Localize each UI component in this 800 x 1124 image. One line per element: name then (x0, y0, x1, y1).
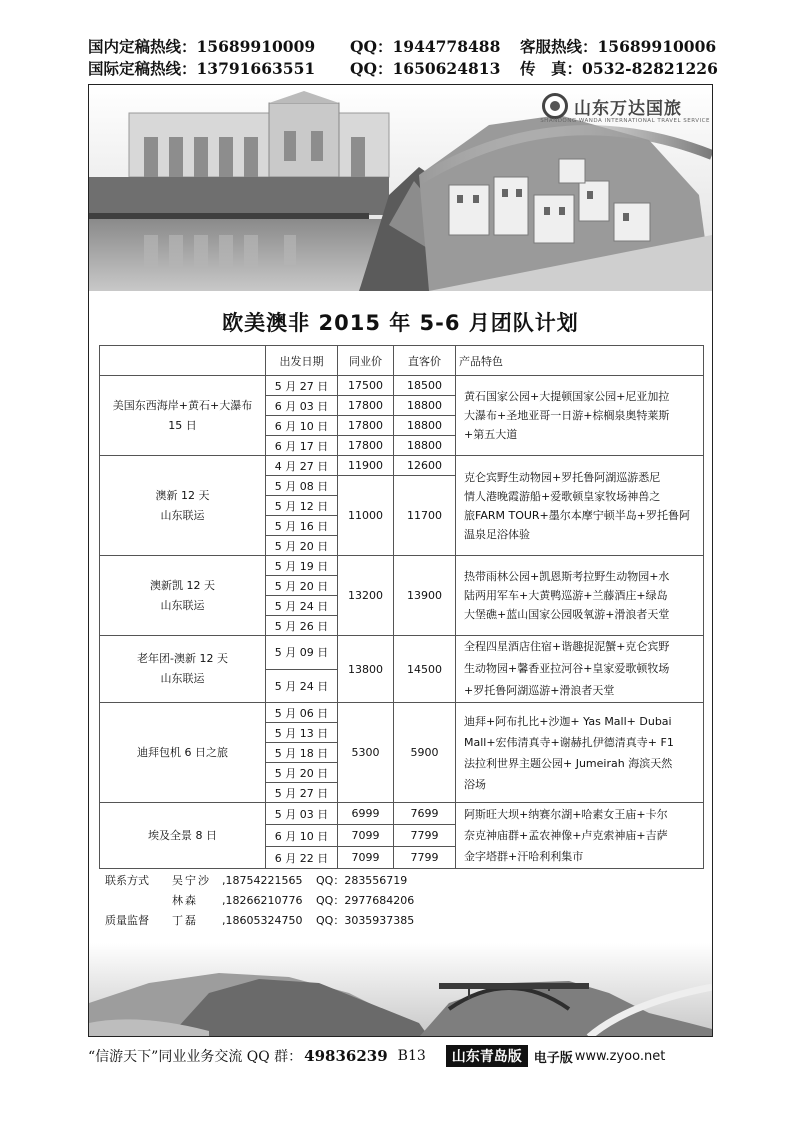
feature-line: 大堡礁+蓝山国家公园吸氧游+滑浪者天堂 (464, 608, 670, 621)
footer-slogan: “信游天下”同业业务交流 QQ 群： (88, 1049, 303, 1065)
route-name (100, 376, 266, 456)
table-header-row (100, 346, 704, 376)
feature-line: 奈克神庙群+孟农神像+卢克索神庙+吉萨 (464, 829, 668, 842)
departure-date: 4 月 27 日 (266, 456, 338, 476)
ebook-label: 电子版 (533, 1050, 573, 1066)
route-line: 15 日 (168, 418, 197, 432)
route-line: 美国东西海岸+黄石+大瀑布 (112, 398, 253, 412)
contact-label: 联系方式 (105, 874, 149, 887)
retail-price: 11700 (394, 476, 456, 556)
feature-line: 温泉足浴体验 (464, 527, 530, 541)
route-line: 澳新 12 天 (155, 488, 210, 502)
departure-date: 5 月 06 日 (266, 703, 338, 723)
route-line: 老年团-澳新 12 天 (137, 652, 228, 665)
product-features (456, 376, 704, 456)
route-line: 澳新凯 12 天 (150, 578, 215, 592)
trade-price: 11000 (338, 476, 394, 556)
retail-price: 7699 (394, 803, 456, 825)
footer-qq-group: 49836239 (304, 1047, 388, 1065)
departure-date: 5 月 08 日 (266, 476, 338, 496)
trade-price: 6999 (338, 803, 394, 825)
product-features (456, 803, 704, 869)
trade-price: 17800 (338, 416, 394, 436)
feature-line: Mall+宏伟清真寺+谢赫扎伊德清真寺+ F1 (464, 735, 674, 749)
table-row (100, 456, 704, 476)
hotline-row-international (88, 58, 728, 80)
route-name (100, 803, 266, 869)
page-title: 欧美澳非 2015 年 5-6 月团队计划 (222, 311, 579, 335)
contact-qq: QQ：283556719 (316, 874, 408, 887)
page-number: B13 (397, 1048, 426, 1064)
table-row (100, 636, 704, 670)
departure-date: 5 月 18 日 (266, 743, 338, 763)
table-row (100, 703, 704, 723)
product-features (456, 636, 704, 703)
retail-price: 18800 (394, 416, 456, 436)
contact-qq: QQ：2977684206 (316, 894, 415, 907)
contact-name: 林森 (172, 894, 198, 907)
contact-label (105, 891, 172, 911)
route-name (100, 703, 266, 803)
trade-price: 13800 (338, 636, 394, 703)
departure-date: 6 月 22 日 (266, 847, 338, 869)
retail-price: 18800 (394, 436, 456, 456)
retail-price: 7799 (394, 825, 456, 847)
fax-number: 传 真：0532-82821226 (520, 59, 718, 78)
contact-row (105, 891, 432, 911)
trade-price: 5300 (338, 703, 394, 803)
trade-price: 11900 (338, 456, 394, 476)
departure-date: 6 月 17 日 (266, 436, 338, 456)
hotline-block (88, 36, 728, 80)
feature-line: 金字塔群+汗哈利利集市 (464, 850, 584, 863)
departure-date: 5 月 19 日 (266, 556, 338, 576)
route-line: 埃及全景 8 日 (148, 828, 217, 842)
departure-date: 5 月 12 日 (266, 496, 338, 516)
content-frame (88, 84, 713, 1037)
departure-date: 5 月 26 日 (266, 616, 338, 636)
route-line: 迪拜包机 6 日之旅 (137, 745, 228, 759)
departure-date: 5 月 09 日 (266, 636, 338, 670)
departure-date: 5 月 20 日 (266, 763, 338, 783)
feature-line: 热带雨林公园+凯恩斯考拉野生动物园+水 (464, 570, 670, 583)
header-route (100, 346, 266, 376)
website-url[interactable]: www.zyoo.net (574, 1048, 666, 1064)
departure-date: 6 月 10 日 (266, 416, 338, 436)
trade-price: 13200 (338, 556, 394, 636)
retail-price: 13900 (394, 556, 456, 636)
international-qq: QQ：1650624813 (350, 59, 501, 78)
feature-line: 迪拜+阿布扎比+沙迦+ Yas Mall+ Dubai (464, 714, 672, 728)
feature-line: +罗托鲁阿湖巡游+滑浪者天堂 (464, 684, 615, 697)
trade-price: 7099 (338, 825, 394, 847)
departure-date: 5 月 03 日 (266, 803, 338, 825)
contact-phone: ,18605324750 (222, 914, 303, 927)
contact-label: 质量监督 (105, 914, 149, 927)
banner-image (89, 85, 712, 291)
edition-badge: 山东青岛版 (446, 1045, 528, 1067)
feature-line: 阿斯旺大坝+纳赛尔湖+哈素女王庙+卡尔 (464, 808, 668, 821)
feature-line: 旅FARM TOUR+墨尔本摩宁顿半岛+罗托鲁阿 (464, 508, 690, 522)
departure-date: 5 月 24 日 (266, 596, 338, 616)
brand-logo-icon (542, 93, 568, 119)
contact-info (105, 871, 432, 931)
trade-price: 17500 (338, 376, 394, 396)
route-name (100, 636, 266, 703)
international-hotline: 国际定稿热线：13791663551 (88, 59, 316, 78)
service-hotline: 客服热线：15689910006 (520, 37, 717, 56)
feature-line: 黄石国家公园+大提顿国家公园+尼亚加拉 (464, 390, 670, 403)
brand-name: 山东万达国旅 (574, 98, 682, 119)
trade-price: 17800 (338, 396, 394, 416)
departure-date: 5 月 16 日 (266, 516, 338, 536)
brand-subtitle: SHANDONG WANDA INTERNATIONAL TRAVEL SERVICE (540, 118, 710, 124)
feature-line: 克仑宾野生动物园+罗托鲁阿湖巡游悉尼 (464, 470, 661, 484)
retail-price: 5900 (394, 703, 456, 803)
departure-date: 5 月 13 日 (266, 723, 338, 743)
coast-bridge-illustration (89, 943, 712, 1037)
contact-name: 丁磊 (172, 914, 198, 927)
header-retail-price: 直客价 (394, 346, 456, 376)
contact-phone: ,18266210776 (222, 894, 303, 907)
feature-line: 全程四星酒店住宿+谐趣捉泥蟹+克仑宾野 (464, 640, 670, 653)
tour-plan-table (99, 345, 704, 869)
domestic-qq: QQ：1944778488 (350, 37, 501, 56)
departure-date: 5 月 24 日 (266, 669, 338, 703)
domestic-hotline: 国内定稿热线：15689910009 (88, 37, 316, 56)
departure-date: 5 月 27 日 (266, 376, 338, 396)
bottom-banner-image (89, 943, 712, 1037)
product-features (456, 703, 704, 803)
contact-name: 吴宁沙 (172, 874, 211, 887)
hotline-row-domestic (88, 36, 728, 58)
contact-phone: ,18754221565 (222, 874, 303, 887)
feature-line: +第五大道 (464, 428, 518, 441)
route-line: 山东联运 (160, 508, 205, 522)
product-features (456, 456, 704, 556)
departure-date: 5 月 27 日 (266, 783, 338, 803)
feature-line: 情人港晚霞游船+爱歌顿皇家牧场神兽之 (464, 489, 661, 503)
departure-date: 6 月 03 日 (266, 396, 338, 416)
feature-line: 大瀑布+圣地亚哥一日游+棕榈泉奥特莱斯 (464, 409, 670, 422)
header-features: 产品特色 (456, 346, 704, 376)
departure-date: 6 月 10 日 (266, 825, 338, 847)
retail-price: 18500 (394, 376, 456, 396)
table-row (100, 556, 704, 576)
departure-date: 5 月 20 日 (266, 576, 338, 596)
trade-price: 17800 (338, 436, 394, 456)
product-features (456, 556, 704, 636)
feature-line: 法拉利世界主题公园+ Jumeirah 海滨天然 (464, 756, 673, 770)
contact-qq: QQ：3035937385 (316, 914, 415, 927)
header-trade-price: 同业价 (338, 346, 394, 376)
header-departure-date: 出发日期 (266, 346, 338, 376)
trade-price: 7099 (338, 847, 394, 869)
contact-row (105, 911, 432, 931)
retail-price: 18800 (394, 396, 456, 416)
feature-line: 生动物园+馨香亚拉河谷+皇家爱歌顿牧场 (464, 662, 670, 675)
page-footer (88, 1044, 718, 1068)
table-row (100, 803, 704, 825)
departure-date: 5 月 20 日 (266, 536, 338, 556)
retail-price: 7799 (394, 847, 456, 869)
table-row (100, 376, 704, 396)
route-name (100, 456, 266, 556)
retail-price: 14500 (394, 636, 456, 703)
feature-line: 浴场 (464, 777, 486, 791)
feature-line: 陆两用军车+大黄鸭巡游+兰藤酒庄+绿岛 (464, 589, 668, 602)
route-line: 山东联运 (160, 598, 205, 612)
retail-price: 12600 (394, 456, 456, 476)
contact-row (105, 871, 432, 891)
route-name (100, 556, 266, 636)
route-line: 山东联运 (160, 672, 205, 685)
